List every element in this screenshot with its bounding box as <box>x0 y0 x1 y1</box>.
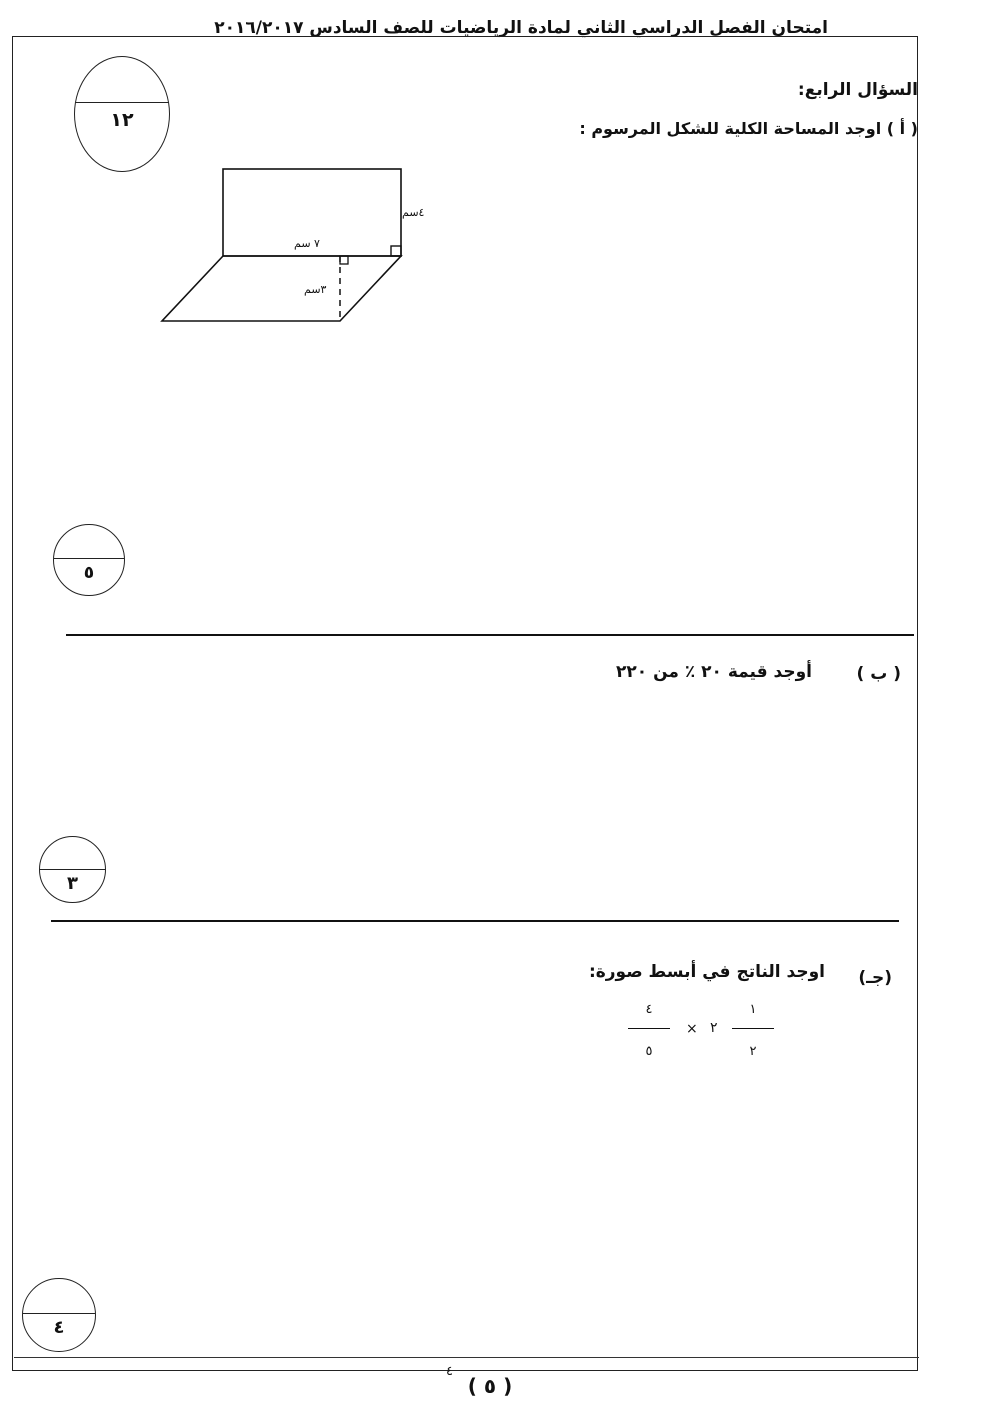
section-divider-2 <box>51 920 899 922</box>
rect-height-label: ٤سم <box>402 206 425 219</box>
figure-parallelogram <box>162 256 401 321</box>
part-b-label: ( ب ) <box>856 664 901 684</box>
part-c-score-value: ٤ <box>53 1317 65 1338</box>
mixed-whole: ٢ <box>710 1020 718 1036</box>
total-score-value: ١٢ <box>110 109 134 131</box>
part-c-label: (جـ) <box>858 968 892 988</box>
right-angle-mark-rect <box>391 246 401 256</box>
para-height-label: ٣سم <box>304 283 327 296</box>
bottom-rule <box>14 1357 919 1358</box>
part-c-score-circle <box>22 1278 96 1352</box>
frac2-denominator: ٥ <box>645 1044 653 1059</box>
score-divider-line <box>75 102 169 103</box>
question-heading: السؤال الرابع: <box>797 80 918 100</box>
part-b-text: أوجد قيمة ٢٠ ٪ من ٢٢٠ <box>616 662 812 682</box>
part-a-score-circle <box>53 524 125 596</box>
frac2-bar <box>628 1028 670 1029</box>
part-c-expression <box>626 1000 776 1070</box>
part-c-text: اوجد الناتج في أبسط صورة: <box>588 962 825 982</box>
multiply-sign: × <box>686 1021 698 1037</box>
frac2-numerator: ٤ <box>645 1002 653 1017</box>
footer-page-number: ( ٥ ) <box>467 1374 513 1398</box>
footer-page-small: ٤ <box>446 1364 453 1379</box>
part-a-text: ( أ ) اوجد المساحة الكلية للشكل المرسوم : <box>579 119 918 138</box>
part-b-score-value: ٣ <box>67 873 78 894</box>
right-angle-mark-para <box>340 256 348 264</box>
frac1-denominator: ٢ <box>749 1044 757 1059</box>
rect-base-label: ٧ سم <box>294 237 320 250</box>
part-a-score-value: ٥ <box>83 563 95 583</box>
total-score-oval <box>74 56 170 172</box>
frac1-numerator: ١ <box>749 1002 757 1017</box>
exam-header-title: امتحان الفصل الدراسي الثاني لمادة الرياضيات للصف السادس ٢٠١٦/٢٠١٧ <box>214 18 828 38</box>
part-b-score-circle <box>39 836 106 903</box>
page-frame <box>12 36 918 1371</box>
frac1-bar <box>732 1028 774 1029</box>
section-divider-1 <box>66 634 914 636</box>
part-a-figure <box>150 160 450 340</box>
